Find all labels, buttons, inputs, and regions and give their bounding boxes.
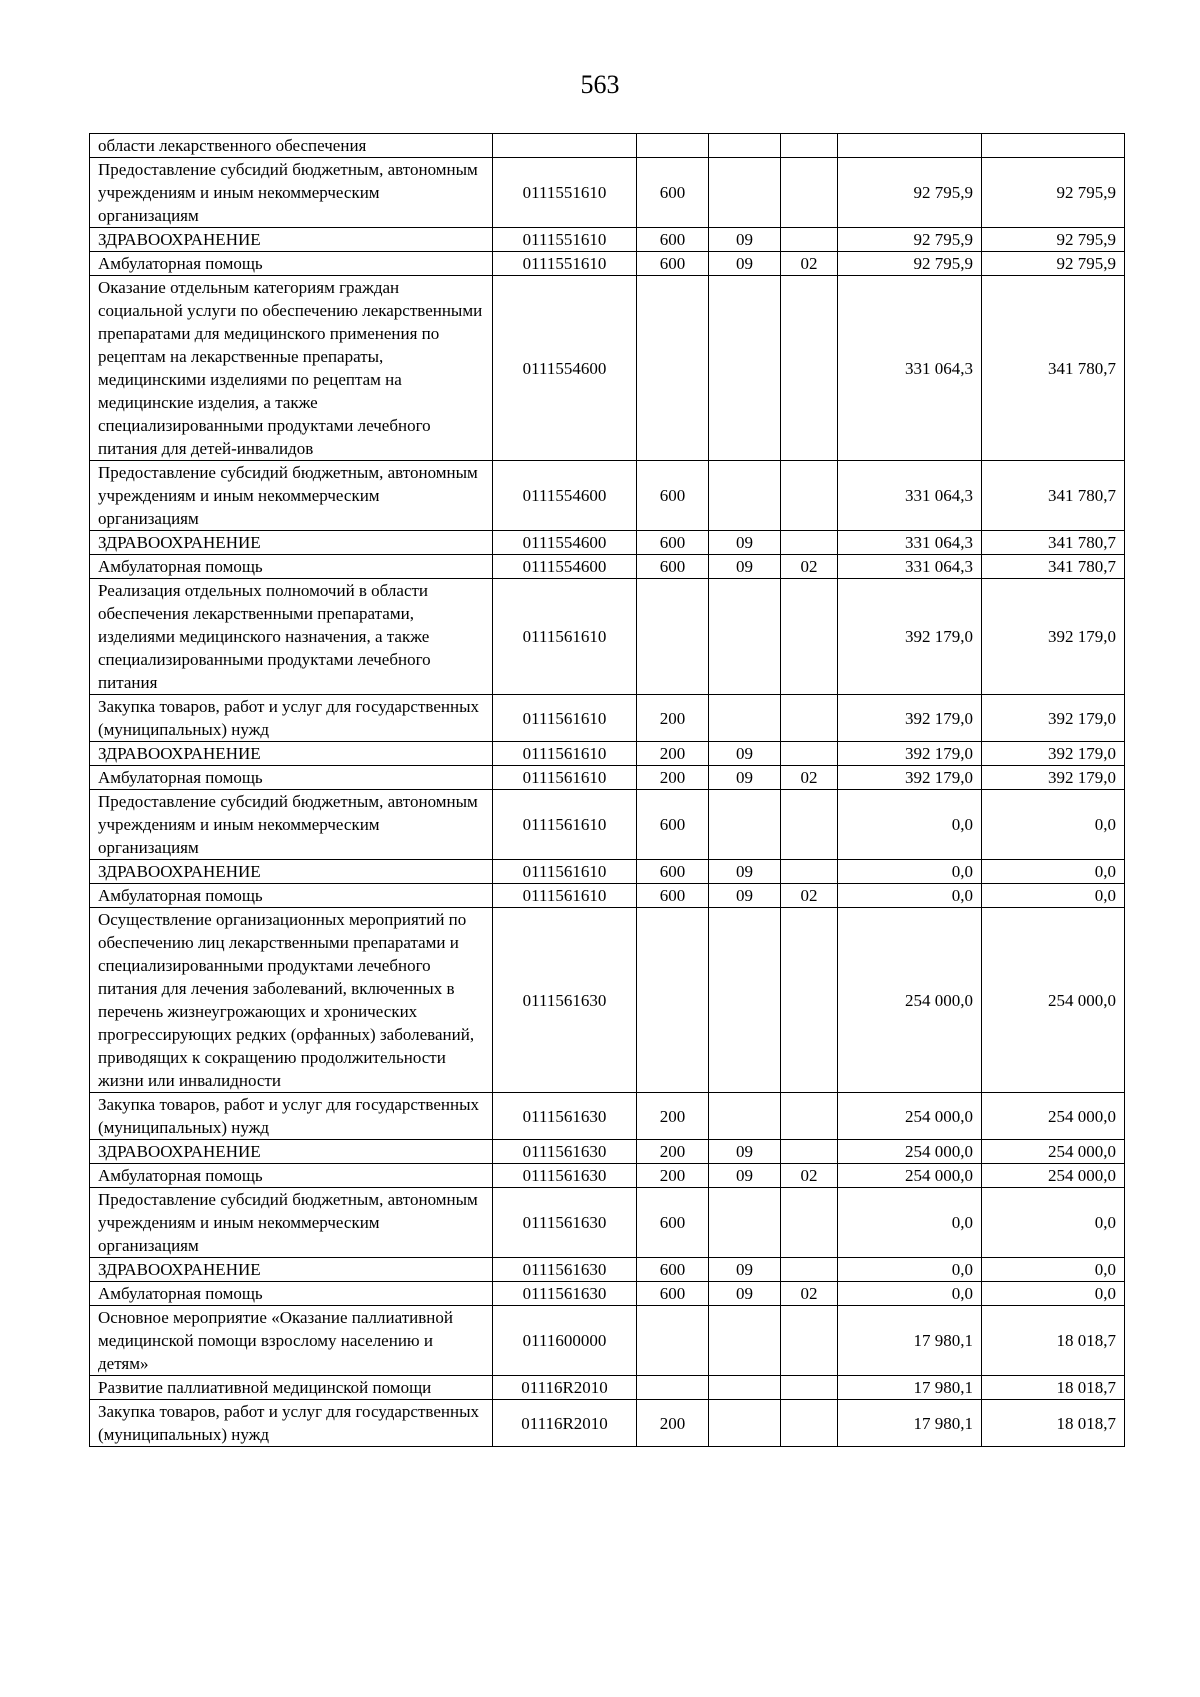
target-code-cell: 0111561610 (493, 860, 637, 884)
amount-year2-cell: 254 000,0 (982, 1164, 1125, 1188)
table-row (90, 1306, 1125, 1376)
row-name-cell: Основное мероприятие «Оказание паллиативной медицинской помощи взрослому населению и детям» (90, 1306, 493, 1376)
target-code-cell: 0111554600 (493, 461, 637, 531)
expense-type-cell: 600 (637, 531, 709, 555)
row-name-cell: Амбулаторная помощь (90, 1164, 493, 1188)
amount-year2-cell: 392 179,0 (982, 695, 1125, 742)
section-cell: 09 (709, 860, 781, 884)
table-row (90, 1164, 1125, 1188)
expense-type-cell (637, 276, 709, 461)
amount-year1-cell: 92 795,9 (838, 252, 982, 276)
subsection-cell (781, 1093, 838, 1140)
target-code-cell: 0111561630 (493, 908, 637, 1093)
row-name-cell: ЗДРАВООХРАНЕНИЕ (90, 1140, 493, 1164)
subsection-cell (781, 1376, 838, 1400)
amount-year2-cell: 341 780,7 (982, 461, 1125, 531)
amount-year1-cell: 254 000,0 (838, 908, 982, 1093)
amount-year2-cell: 18 018,7 (982, 1306, 1125, 1376)
table-row (90, 276, 1125, 461)
row-name-cell: Амбулаторная помощь (90, 1282, 493, 1306)
subsection-cell (781, 790, 838, 860)
amount-year1-cell: 0,0 (838, 884, 982, 908)
expense-type-cell: 600 (637, 1258, 709, 1282)
subsection-cell (781, 134, 838, 158)
table-row (90, 134, 1125, 158)
amount-year1-cell: 17 980,1 (838, 1400, 982, 1447)
amount-year1-cell: 392 179,0 (838, 766, 982, 790)
amount-year1-cell: 254 000,0 (838, 1164, 982, 1188)
section-cell: 09 (709, 1282, 781, 1306)
expense-type-cell: 200 (637, 766, 709, 790)
subsection-cell (781, 1400, 838, 1447)
subsection-cell: 02 (781, 766, 838, 790)
expense-type-cell: 600 (637, 228, 709, 252)
row-name-cell: Развитие паллиативной медицинской помощи (90, 1376, 493, 1400)
row-name-cell: Оказание отдельным категориям граждан социальной услуги по обеспечению лекарственными препаратами для медицинского применения по рецептам на лекарственные препараты, медицинскими изделиями по рецептам на медицинские изделия, а также специализированными продуктами лечебного питания для детей-инвалидов (90, 276, 493, 461)
amount-year2-cell: 0,0 (982, 884, 1125, 908)
target-code-cell: 0111561610 (493, 695, 637, 742)
target-code-cell: 01116R2010 (493, 1376, 637, 1400)
target-code-cell: 01116R2010 (493, 1400, 637, 1447)
subsection-cell (781, 158, 838, 228)
target-code-cell: 0111600000 (493, 1306, 637, 1376)
section-cell (709, 1376, 781, 1400)
target-code-cell: 0111561630 (493, 1258, 637, 1282)
subsection-cell (781, 1258, 838, 1282)
amount-year2-cell: 0,0 (982, 860, 1125, 884)
amount-year1-cell: 331 064,3 (838, 461, 982, 531)
target-code-cell (493, 134, 637, 158)
expense-type-cell: 600 (637, 1282, 709, 1306)
amount-year1-cell: 0,0 (838, 1258, 982, 1282)
section-cell (709, 461, 781, 531)
budget-table (89, 133, 1125, 1447)
expense-type-cell: 600 (637, 860, 709, 884)
row-name-cell: Предоставление субсидий бюджетным, автономным учреждениям и иным некоммерческим организациям (90, 158, 493, 228)
target-code-cell: 0111561630 (493, 1188, 637, 1258)
row-name-cell: ЗДРАВООХРАНЕНИЕ (90, 531, 493, 555)
expense-type-cell: 200 (637, 695, 709, 742)
section-cell (709, 276, 781, 461)
amount-year1-cell: 331 064,3 (838, 555, 982, 579)
amount-year2-cell: 392 179,0 (982, 579, 1125, 695)
section-cell (709, 908, 781, 1093)
expense-type-cell (637, 1306, 709, 1376)
table-row (90, 1282, 1125, 1306)
subsection-cell (781, 579, 838, 695)
expense-type-cell: 200 (637, 1140, 709, 1164)
amount-year1-cell: 331 064,3 (838, 531, 982, 555)
expense-type-cell: 200 (637, 742, 709, 766)
table-row (90, 1093, 1125, 1140)
expense-type-cell: 600 (637, 461, 709, 531)
table-row (90, 908, 1125, 1093)
amount-year1-cell: 392 179,0 (838, 695, 982, 742)
table-row (90, 1258, 1125, 1282)
expense-type-cell: 600 (637, 252, 709, 276)
subsection-cell: 02 (781, 884, 838, 908)
expense-type-cell (637, 134, 709, 158)
section-cell: 09 (709, 1140, 781, 1164)
target-code-cell: 0111561630 (493, 1164, 637, 1188)
target-code-cell: 0111561610 (493, 790, 637, 860)
row-name-cell: Амбулаторная помощь (90, 555, 493, 579)
amount-year1-cell: 392 179,0 (838, 742, 982, 766)
amount-year1-cell: 92 795,9 (838, 228, 982, 252)
amount-year2-cell: 0,0 (982, 1258, 1125, 1282)
amount-year1-cell: 254 000,0 (838, 1140, 982, 1164)
table-row (90, 228, 1125, 252)
section-cell (709, 1093, 781, 1140)
expense-type-cell: 200 (637, 1093, 709, 1140)
section-cell (709, 790, 781, 860)
row-name-cell: Закупка товаров, работ и услуг для государственных (муниципальных) нужд (90, 1093, 493, 1140)
subsection-cell (781, 276, 838, 461)
subsection-cell (781, 1140, 838, 1164)
target-code-cell: 0111554600 (493, 531, 637, 555)
table-row (90, 1140, 1125, 1164)
subsection-cell (781, 695, 838, 742)
row-name-cell: области лекарственного обеспечения (90, 134, 493, 158)
target-code-cell: 0111561610 (493, 742, 637, 766)
amount-year2-cell: 341 780,7 (982, 276, 1125, 461)
amount-year1-cell: 0,0 (838, 1188, 982, 1258)
amount-year2-cell (982, 134, 1125, 158)
target-code-cell: 0111561610 (493, 766, 637, 790)
section-cell (709, 134, 781, 158)
amount-year1-cell: 0,0 (838, 860, 982, 884)
amount-year2-cell: 18 018,7 (982, 1400, 1125, 1447)
subsection-cell (781, 908, 838, 1093)
row-name-cell: ЗДРАВООХРАНЕНИЕ (90, 228, 493, 252)
amount-year1-cell: 92 795,9 (838, 158, 982, 228)
row-name-cell: Предоставление субсидий бюджетным, автономным учреждениям и иным некоммерческим организациям (90, 790, 493, 860)
target-code-cell: 0111551610 (493, 158, 637, 228)
table-row (90, 158, 1125, 228)
table-body (90, 134, 1125, 1447)
table-row (90, 252, 1125, 276)
target-code-cell: 0111551610 (493, 228, 637, 252)
subsection-cell: 02 (781, 1282, 838, 1306)
subsection-cell (781, 742, 838, 766)
amount-year2-cell: 254 000,0 (982, 908, 1125, 1093)
section-cell (709, 1188, 781, 1258)
subsection-cell (781, 860, 838, 884)
amount-year1-cell: 17 980,1 (838, 1376, 982, 1400)
amount-year1-cell: 17 980,1 (838, 1306, 982, 1376)
amount-year1-cell: 0,0 (838, 1282, 982, 1306)
subsection-cell (781, 228, 838, 252)
expense-type-cell (637, 579, 709, 695)
amount-year2-cell: 18 018,7 (982, 1376, 1125, 1400)
amount-year2-cell: 92 795,9 (982, 158, 1125, 228)
page-number: 563 (580, 70, 620, 99)
amount-year1-cell: 331 064,3 (838, 276, 982, 461)
subsection-cell (781, 1306, 838, 1376)
table-row (90, 579, 1125, 695)
amount-year2-cell: 254 000,0 (982, 1093, 1125, 1140)
amount-year2-cell: 392 179,0 (982, 742, 1125, 766)
target-code-cell: 0111561610 (493, 579, 637, 695)
row-name-cell: Амбулаторная помощь (90, 766, 493, 790)
row-name-cell: Осуществление организационных мероприятий по обеспечению лиц лекарственными препаратами и специализированными продуктами лечебного питания для лечения заболеваний, включенных в перечень жизнеугрожающих и хронических прогрессирующих редких (орфанных) заболеваний, приводящих к сокращению продолжительности жизни или инвалидности (90, 908, 493, 1093)
section-cell: 09 (709, 884, 781, 908)
section-cell (709, 1400, 781, 1447)
amount-year2-cell: 92 795,9 (982, 252, 1125, 276)
section-cell (709, 695, 781, 742)
table-row (90, 766, 1125, 790)
target-code-cell: 0111561610 (493, 884, 637, 908)
row-name-cell: ЗДРАВООХРАНЕНИЕ (90, 742, 493, 766)
amount-year1-cell (838, 134, 982, 158)
subsection-cell: 02 (781, 252, 838, 276)
row-name-cell: Амбулаторная помощь (90, 252, 493, 276)
subsection-cell: 02 (781, 1164, 838, 1188)
table-row (90, 790, 1125, 860)
target-code-cell: 0111554600 (493, 555, 637, 579)
section-cell: 09 (709, 1258, 781, 1282)
amount-year2-cell: 392 179,0 (982, 766, 1125, 790)
section-cell: 09 (709, 1164, 781, 1188)
row-name-cell: ЗДРАВООХРАНЕНИЕ (90, 1258, 493, 1282)
target-code-cell: 0111551610 (493, 252, 637, 276)
expense-type-cell (637, 908, 709, 1093)
amount-year2-cell: 0,0 (982, 1188, 1125, 1258)
expense-type-cell: 600 (637, 555, 709, 579)
section-cell (709, 1306, 781, 1376)
amount-year1-cell: 392 179,0 (838, 579, 982, 695)
table-row (90, 1188, 1125, 1258)
row-name-cell: Амбулаторная помощь (90, 884, 493, 908)
section-cell: 09 (709, 766, 781, 790)
expense-type-cell: 600 (637, 1188, 709, 1258)
row-name-cell: Закупка товаров, работ и услуг для государственных (муниципальных) нужд (90, 1400, 493, 1447)
table-row (90, 1400, 1125, 1447)
section-cell (709, 579, 781, 695)
row-name-cell: Реализация отдельных полномочий в области обеспечения лекарственными препаратами, изделиями медицинского назначения, а также специализированными продуктами лечебного питания (90, 579, 493, 695)
table-row (90, 1376, 1125, 1400)
amount-year2-cell: 341 780,7 (982, 531, 1125, 555)
subsection-cell (781, 531, 838, 555)
row-name-cell: Предоставление субсидий бюджетным, автономным учреждениям и иным некоммерческим организациям (90, 1188, 493, 1258)
section-cell: 09 (709, 531, 781, 555)
subsection-cell (781, 1188, 838, 1258)
row-name-cell: Предоставление субсидий бюджетным, автономным учреждениям и иным некоммерческим организациям (90, 461, 493, 531)
table-row (90, 695, 1125, 742)
amount-year2-cell: 0,0 (982, 790, 1125, 860)
expense-type-cell (637, 1376, 709, 1400)
table-row (90, 555, 1125, 579)
amount-year2-cell: 0,0 (982, 1282, 1125, 1306)
section-cell: 09 (709, 555, 781, 579)
target-code-cell: 0111561630 (493, 1282, 637, 1306)
table-row (90, 531, 1125, 555)
amount-year1-cell: 254 000,0 (838, 1093, 982, 1140)
amount-year2-cell: 254 000,0 (982, 1140, 1125, 1164)
amount-year2-cell: 92 795,9 (982, 228, 1125, 252)
subsection-cell (781, 461, 838, 531)
table-row (90, 884, 1125, 908)
target-code-cell: 0111561630 (493, 1140, 637, 1164)
amount-year2-cell: 341 780,7 (982, 555, 1125, 579)
expense-type-cell: 200 (637, 1400, 709, 1447)
amount-year1-cell: 0,0 (838, 790, 982, 860)
section-cell: 09 (709, 252, 781, 276)
target-code-cell: 0111554600 (493, 276, 637, 461)
expense-type-cell: 200 (637, 1164, 709, 1188)
target-code-cell: 0111561630 (493, 1093, 637, 1140)
table-row (90, 461, 1125, 531)
row-name-cell: Закупка товаров, работ и услуг для государственных (муниципальных) нужд (90, 695, 493, 742)
expense-type-cell: 600 (637, 884, 709, 908)
section-cell: 09 (709, 742, 781, 766)
section-cell (709, 158, 781, 228)
expense-type-cell: 600 (637, 158, 709, 228)
table-row (90, 860, 1125, 884)
table-row (90, 742, 1125, 766)
row-name-cell: ЗДРАВООХРАНЕНИЕ (90, 860, 493, 884)
section-cell: 09 (709, 228, 781, 252)
subsection-cell: 02 (781, 555, 838, 579)
expense-type-cell: 600 (637, 790, 709, 860)
